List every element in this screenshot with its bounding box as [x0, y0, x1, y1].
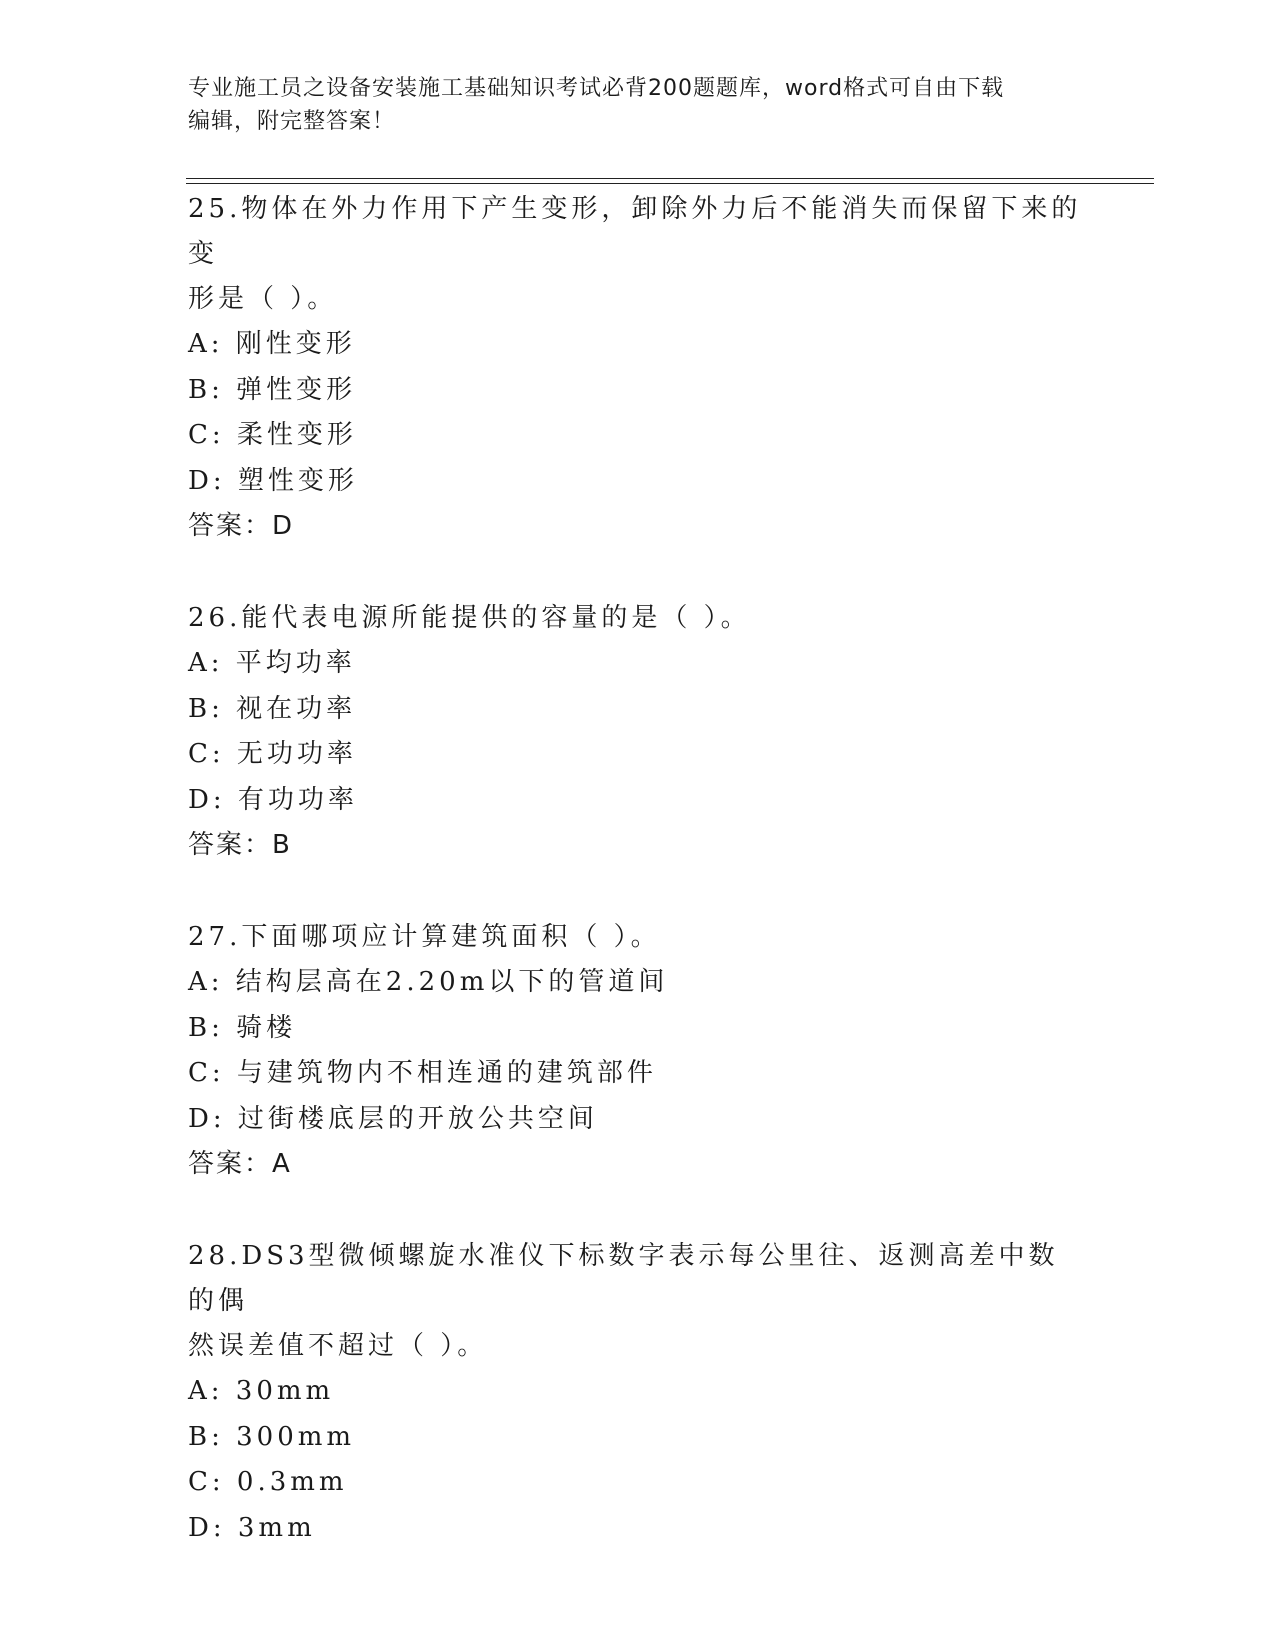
question-stem-continued: 形是（ ）。 — [188, 284, 338, 314]
option-b: B: 骑楼 — [188, 1012, 297, 1043]
answer: 答案：D — [188, 511, 295, 541]
option-d: D: 3mm — [188, 1512, 316, 1543]
option-c: C: 柔性变形 — [188, 420, 357, 450]
option-b: B: 300mm — [188, 1421, 356, 1452]
answer: 答案：B — [188, 830, 292, 860]
answer: 答案：A — [188, 1149, 292, 1179]
question-26 — [188, 596, 1088, 868]
header-line-1: 专业施工员之设备安装施工基础知识考试必背200题题库，word格式可自由下载 — [188, 76, 1005, 101]
option-d: D: 有功功率 — [188, 784, 358, 815]
question-stem: 26.能代表电源所能提供的容量的是（ ）。 — [188, 603, 751, 633]
option-b: B: 弹性变形 — [188, 374, 357, 405]
option-c: C: 与建筑物内不相连通的建筑部件 — [188, 1058, 657, 1088]
document-header — [188, 72, 1088, 138]
option-d: D: 过街楼底层的开放公共空间 — [188, 1103, 598, 1134]
question-stem-continued: 然误差值不超过（ ）。 — [188, 1331, 488, 1361]
option-a: A: 刚性变形 — [188, 329, 356, 359]
question-spacer — [188, 549, 1088, 596]
question-25 — [188, 187, 1088, 549]
question-stem: 25.物体在外力作用下产生变形，卸除外力后不能消失而保留下来的变 — [188, 194, 1082, 269]
header-divider-top — [186, 178, 1154, 179]
option-a: A: 平均功率 — [188, 648, 356, 678]
question-stem: 28.DS3型微倾螺旋水准仪下标数字表示每公里往、返测高差中数的偶 — [188, 1241, 1059, 1316]
question-spacer — [188, 1187, 1088, 1234]
question-stem: 27.下面哪项应计算建筑面积（ ）。 — [188, 922, 661, 952]
option-a: A: 结构层高在2.20m以下的管道间 — [188, 967, 669, 997]
question-spacer — [188, 868, 1088, 915]
option-a: A: 30mm — [188, 1376, 335, 1406]
option-b: B: 视在功率 — [188, 693, 357, 724]
question-list — [188, 187, 1088, 1551]
header-divider-bottom — [186, 183, 1154, 184]
question-28 — [188, 1234, 1088, 1551]
header-line-2: 编辑，附完整答案！ — [188, 109, 396, 134]
option-c: C: 0.3mm — [188, 1467, 348, 1497]
question-27 — [188, 915, 1088, 1187]
option-c: C: 无功功率 — [188, 739, 357, 769]
option-d: D: 塑性变形 — [188, 465, 358, 496]
